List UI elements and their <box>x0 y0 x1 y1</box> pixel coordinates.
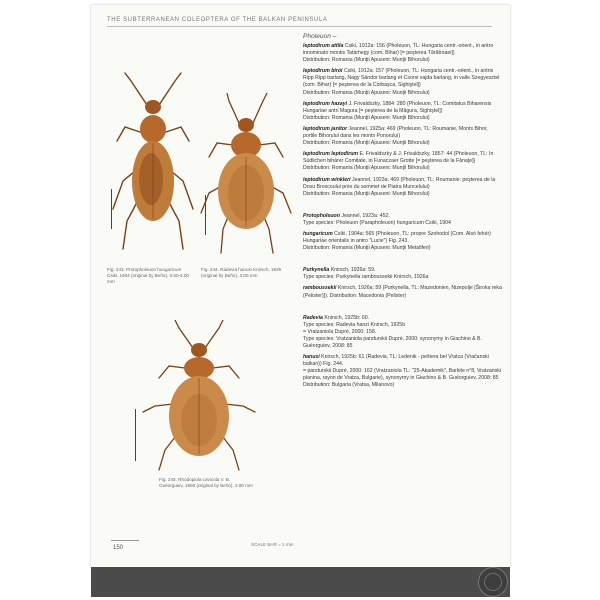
scale-bar-245 <box>135 409 136 461</box>
book-page <box>91 5 510 567</box>
species-citation: J. Frivaldszky, 1884: 280 (Pholeuon, TL: Comitatus Biharensis Hungariae antri Magura [= peşterea de la Măgura, Sighiştel]) <box>303 100 492 114</box>
beetle-illustration-244 <box>191 93 301 263</box>
type-species: Type species: Vratzaniola pandurskii Dupré, 2000: synonymy in Giachino & B. Guéorguiev, 2008: 85 <box>303 335 482 349</box>
caption-fig-244: Fig. 244. Radevia hanusi Knirsch, 1925 (original by Beňo), 3.00 mm <box>201 267 282 278</box>
catalog-text-column <box>303 43 503 394</box>
caption-fig-245: Fig. 245. Rhodopiola cavicola V. B. Guéorguiev, 1960 (original by Beňo), 2.80 mm <box>159 477 253 488</box>
watermark-seal-icon <box>478 567 508 597</box>
header-rule <box>107 26 492 27</box>
caption-fig-243: Fig. 243. Protopholeuon hungaricum Csiki, 1904 (original by Beňo), 3.50-4.00 mm <box>107 267 189 284</box>
species-citation: Csiki, 1912a: 156 (Pholeuon, TL: Hungaria centr.-orient., in antro innominato montis Tatárhegy (com. Bihar) [= peşterea Tărătroaei]) <box>303 43 494 57</box>
species-entry <box>303 177 503 198</box>
species-citation: Knirsch, 1925b: 61 (Radevia, TL: Ledenik - peštera bei Vratca (Vračanski balkan)) Fig. 244. <box>303 354 489 368</box>
genus-entry-purkynella <box>303 267 503 281</box>
species-entry <box>303 151 503 172</box>
scan-background-strip <box>91 567 510 597</box>
species-name: leptodirum attila <box>303 43 344 49</box>
synonym: = pandurskii Dupré, 2000: 162 (Vratzaniola TL: "25-Akademik", Barkite n°8, Vratzanski planina, rayon de Vratza, Bulgarie), synonymy in Giachino & B. Guéorguiev, 2008: 85 <box>303 368 502 382</box>
scale-bar-note: SCALE BAR = 1 mm <box>251 542 294 547</box>
species-name: leptodirum leptodirum <box>303 151 359 158</box>
species-citation: E. Frivaldszky & J. Frivaldszky, 1857: 44 (Pholeuon, TL: In Südlichen bihárer Comitate, in Funaczaer Grotte [= peşterea de la Fânaţe]) <box>303 151 494 165</box>
species-distribution: Distribution: Romania (Munţii Apuseni: Munţii Bihorului) <box>303 89 430 96</box>
genus-name: Purkynella <box>303 267 330 274</box>
species-entry <box>303 43 503 64</box>
species-entry <box>303 231 503 252</box>
species-citation: Csiki, 1912a: 157 (Pholeuon, TL: Hungaria centr.-orient., in antris Ripp Ripp barlang, Nagy Sándor barlang et Csorsi vajda barlang, in valle Szegyesztel (com. Bihar) [= peşterea de la Corbaşca, Sighiştel]) <box>303 68 500 89</box>
scale-bar-244 <box>205 195 206 235</box>
genus-name: Radevia <box>303 314 323 321</box>
type-species: Type species: Pholeuon (Parapholeuon) hungaricum Csiki, 1904 <box>303 219 451 226</box>
species-citation: Jeannel, 1925a: 469 (Pholeuon, TL: Roumanie, Monts Bihor, portile Bihorului dans les monts Ponorului) <box>303 125 488 140</box>
species-entry <box>303 126 503 147</box>
species-name: leptodirum birói <box>303 68 343 75</box>
species-name: leptodirum winkleri <box>303 176 351 183</box>
species-citation: Csiki, 1904a: 565 (Pholeuon, TL: propre Szohodol (Com. Alsó fehér) Hungariae orientalis in antro "Lucie") Fig. 243. <box>303 230 491 245</box>
species-distribution: Distribution: Romania (Munţii Apuseni: Munţii Metaliferi) <box>303 245 431 252</box>
species-entry <box>303 285 503 299</box>
species-distribution: Distribution: Romania (Munţii Apuseni: Munţii Bihorului) <box>303 165 430 172</box>
beetle-illustration-243 <box>103 71 203 261</box>
species-citation: Knirsch, 1926a: 59 (Purkynella, TL: Mazedonien, Nizepolje [Široka reka (Pelister)]). Distribution: Macedonia (Pelister) <box>303 285 502 299</box>
genus-citation: Knirsch, 1925b: 60. <box>324 314 370 321</box>
species-citation: Jeannel, 1923a: 469 (Pholeuon, TL: Roumanie: peşterea de la Dosu Broscoului près du sommet de Piatra Muncelului) <box>303 176 496 190</box>
scale-bar-243 <box>111 189 112 229</box>
species-name: hanusi <box>303 354 320 361</box>
genus-name: Protopholeuon <box>303 212 340 219</box>
species-distribution: Distribution: Bulgaria (Vratsa, Milanovo) <box>303 382 395 389</box>
genus-citation: Knirsch, 1926a: 59. <box>330 267 376 274</box>
page-number-rule <box>111 540 139 541</box>
species-name: leptodirum hazayi <box>303 100 348 107</box>
type-species: Type species: Radevia hanzi Knirsch, 1925b <box>303 321 406 328</box>
genus-citation: Jeannel, 1923a: 452. <box>341 212 390 219</box>
species-distribution: Distribution: Romania (Munţii Apuseni: Munţii Bihorului) <box>303 114 430 121</box>
species-name: hungaricum <box>303 230 333 237</box>
species-distribution: Distribution: Romania (Munţii Apuseni: Munţii Bihorului) <box>303 140 430 147</box>
species-name: ramboussekii <box>303 285 337 292</box>
beetle-illustration-245 <box>139 320 259 480</box>
genus-heading: Pholeuon – <box>303 33 337 40</box>
species-entry <box>303 354 503 389</box>
running-header: THE SUBTERRANEAN COLEOPTERA OF THE BALKAN PENINSULA <box>107 17 328 23</box>
species-distribution: Distribution: Romania (Munţii Apuseni: Munţii Bihorului) <box>303 57 430 64</box>
species-entry <box>303 101 503 122</box>
species-name: leptodirum janitor <box>303 125 348 132</box>
page-number: 150 <box>113 545 124 551</box>
species-entry <box>303 68 503 96</box>
genus-entry-protopholeuon <box>303 213 503 227</box>
genus-entry-radevia <box>303 315 503 350</box>
synonym: = Vratzaniola Dupré, 2000: 158. <box>303 328 377 335</box>
species-distribution: Distribution: Romania (Munţii Apuseni: Munţii Bihorului) <box>303 190 430 197</box>
type-species: Type species: Purkynella ramboussekii Knirsch, 1926a <box>303 274 429 281</box>
